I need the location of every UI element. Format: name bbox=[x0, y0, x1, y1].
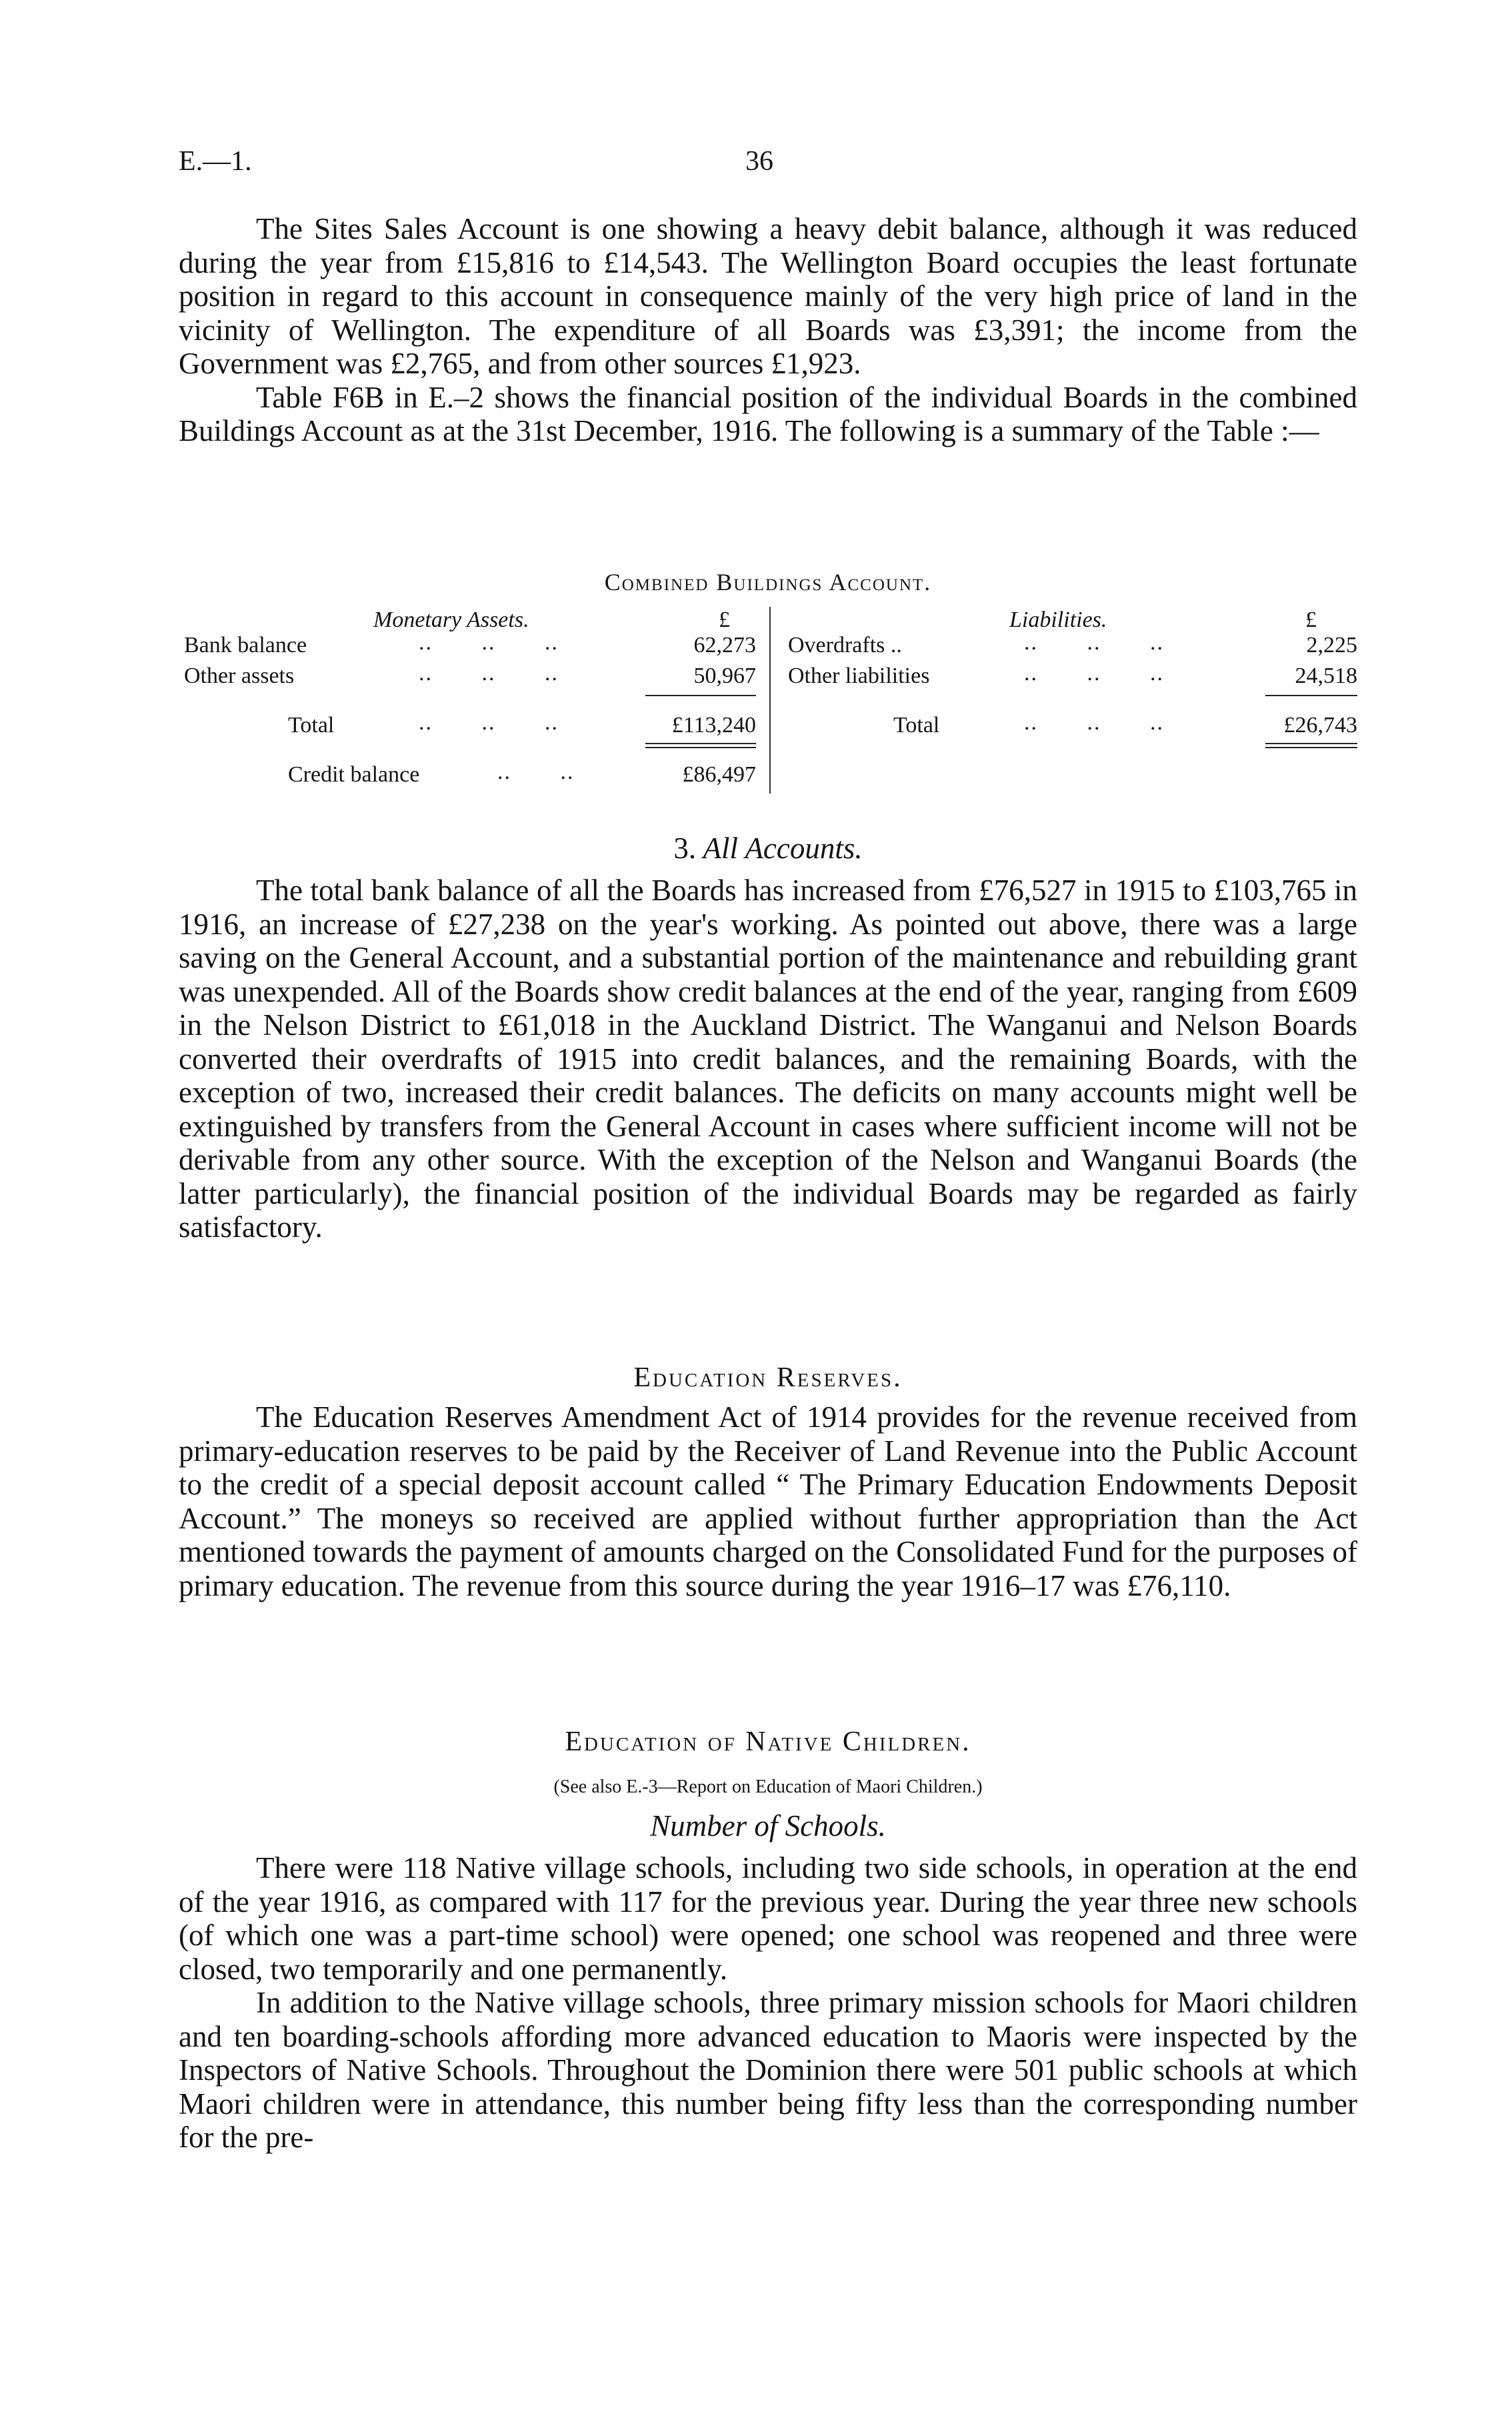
assets-heading: Monetary Assets. bbox=[373, 608, 529, 632]
asset-value: 62,273 bbox=[693, 633, 756, 658]
leader-dots: .. .. .. bbox=[419, 630, 559, 655]
section-number: 3. bbox=[673, 832, 697, 865]
number-of-schools-heading: Number of Schools. bbox=[650, 1809, 886, 1843]
liability-value: 24,518 bbox=[1295, 664, 1357, 688]
total-double-rule bbox=[645, 743, 756, 744]
section-title: All Accounts. bbox=[703, 832, 863, 865]
assets-currency: £ bbox=[719, 608, 730, 632]
native-children-heading: Education of Native Children. bbox=[565, 1726, 971, 1757]
subtotal-rule bbox=[1265, 695, 1357, 696]
asset-value: 50,967 bbox=[693, 664, 756, 688]
all-accounts-paragraph: The total bank balance of all the Boards has increased from £76,527 in 1915 to £103,765 in 1916, an increase of £27,238 on the year's working. As pointed out above, there was a large saving on the General Account, and a substantial portion of the maintenance and rebuilding grant was unexpended. All of the Boards show credit balances at the end of the year, ranging from £609 in the Nelson District to £61,018 in the Auckland District. The Wanganui and Nelson Boards converted their overdrafts of 1915 into credit balances, and the remaining Boards, with the exception of two, increased their credit balances. The deficits on many accounts might well be extinguished by transfers from the General Account in cases where sufficient income will not be derivable from any other source. With the exception of the Nelson and Wanganui Boards (the latter particularly), the financial position of the individual Boards may be regarded as fairly satisfactory. bbox=[179, 874, 1357, 1244]
leader-dots: .. .. .. bbox=[419, 661, 559, 686]
leader-dots: .. .. bbox=[497, 760, 575, 784]
document-reference: E.—1. bbox=[179, 146, 252, 177]
page-number: 36 bbox=[745, 146, 773, 177]
all-accounts-section bbox=[179, 874, 1357, 1244]
asset-label: Bank balance bbox=[184, 633, 307, 658]
all-accounts-heading bbox=[179, 831, 1357, 866]
education-reserves-heading: Education Reserves. bbox=[633, 1362, 903, 1393]
native-schools-paragraph: There were 118 Native village schools, including two side schools, in operation at the end of the year 1916, as compared with 117 for the previous year. During the year three new schools (of which one was a part-time school) were opened; one school was reopened and three were closed, two temporarily and one permanently. bbox=[179, 1851, 1357, 1986]
column-divider bbox=[769, 607, 771, 794]
education-reserves-paragraph: The Education Reserves Amendment Act of 1914 provides for the revenue received from primary-education reserves to be paid by the Receiver of Land Revenue into the Public Account to the credit of a special deposit account called “ The Primary Education Endowments Deposit Account.” The moneys so received are applied without further appropriation than the Act mentioned towards the payment of amounts charged on the Consolidated Fund for the purposes of primary education. The revenue from this source during the year 1916–17 was £76,110. bbox=[179, 1400, 1357, 1602]
leader-dots: .. .. .. bbox=[419, 710, 559, 735]
table-f6b-paragraph: Table F6B in E.–2 shows the financial position of the individual Boards in the combined Buildings Account as at the 31st December, 1916. The following is a summary of the Table :— bbox=[179, 380, 1357, 447]
liability-value: 2,225 bbox=[1306, 633, 1357, 658]
total-double-rule bbox=[1265, 743, 1357, 744]
native-children-section bbox=[179, 1851, 1357, 2155]
leader-dots: .. .. .. bbox=[1024, 630, 1164, 655]
total-double-rule bbox=[645, 747, 756, 748]
see-also-note: (See also E.-3—Report on Education of Maori Children.) bbox=[553, 1776, 983, 1797]
credit-balance-value: £86,497 bbox=[682, 762, 756, 787]
intro-section bbox=[179, 212, 1357, 448]
total-double-rule bbox=[1265, 747, 1357, 748]
assets-total-label: Total bbox=[288, 713, 335, 738]
education-reserves-section bbox=[179, 1400, 1357, 1602]
liabilities-total-label: Total bbox=[893, 713, 940, 738]
mission-schools-paragraph: In addition to the Native village schools, three primary mission schools for Maori children and ten boarding-schools affording more advanced education to Maoris were inspected by the Inspectors of Native Schools. Throughout the Dominion there were 501 public schools at which Maori children were in attendance, this number being fifty less than the corresponding number for the pre- bbox=[179, 1986, 1357, 2154]
combined-buildings-title: Combined Buildings Account. bbox=[604, 569, 932, 595]
combined-buildings-table bbox=[179, 607, 1357, 794]
liabilities-total-value: £26,743 bbox=[1283, 713, 1357, 738]
liability-label: Other liabilities bbox=[788, 664, 930, 688]
leader-dots: .. .. .. bbox=[1024, 710, 1164, 735]
leader-dots: .. .. .. bbox=[1024, 661, 1164, 686]
asset-label: Other assets bbox=[184, 664, 295, 688]
liabilities-heading: Liabilities. bbox=[1009, 608, 1107, 632]
credit-balance-label: Credit balance bbox=[288, 762, 420, 787]
assets-total-value: £113,240 bbox=[671, 713, 756, 738]
subtotal-rule bbox=[645, 695, 756, 696]
sites-sales-paragraph: The Sites Sales Account is one showing a heavy debit balance, although it was reduced during the year from £15,816 to £14,543. The Wellington Board occupies the least fortunate position in regard to this account in consequence mainly of the very high price of land in the vicinity of Wellington. The expenditure of all Boards was £3,391; the income from the Government was £2,765, and from other sources £1,923. bbox=[179, 212, 1357, 380]
running-head bbox=[179, 145, 1357, 185]
liability-label: Overdrafts .. bbox=[788, 633, 902, 658]
liabilities-currency: £ bbox=[1305, 608, 1317, 632]
